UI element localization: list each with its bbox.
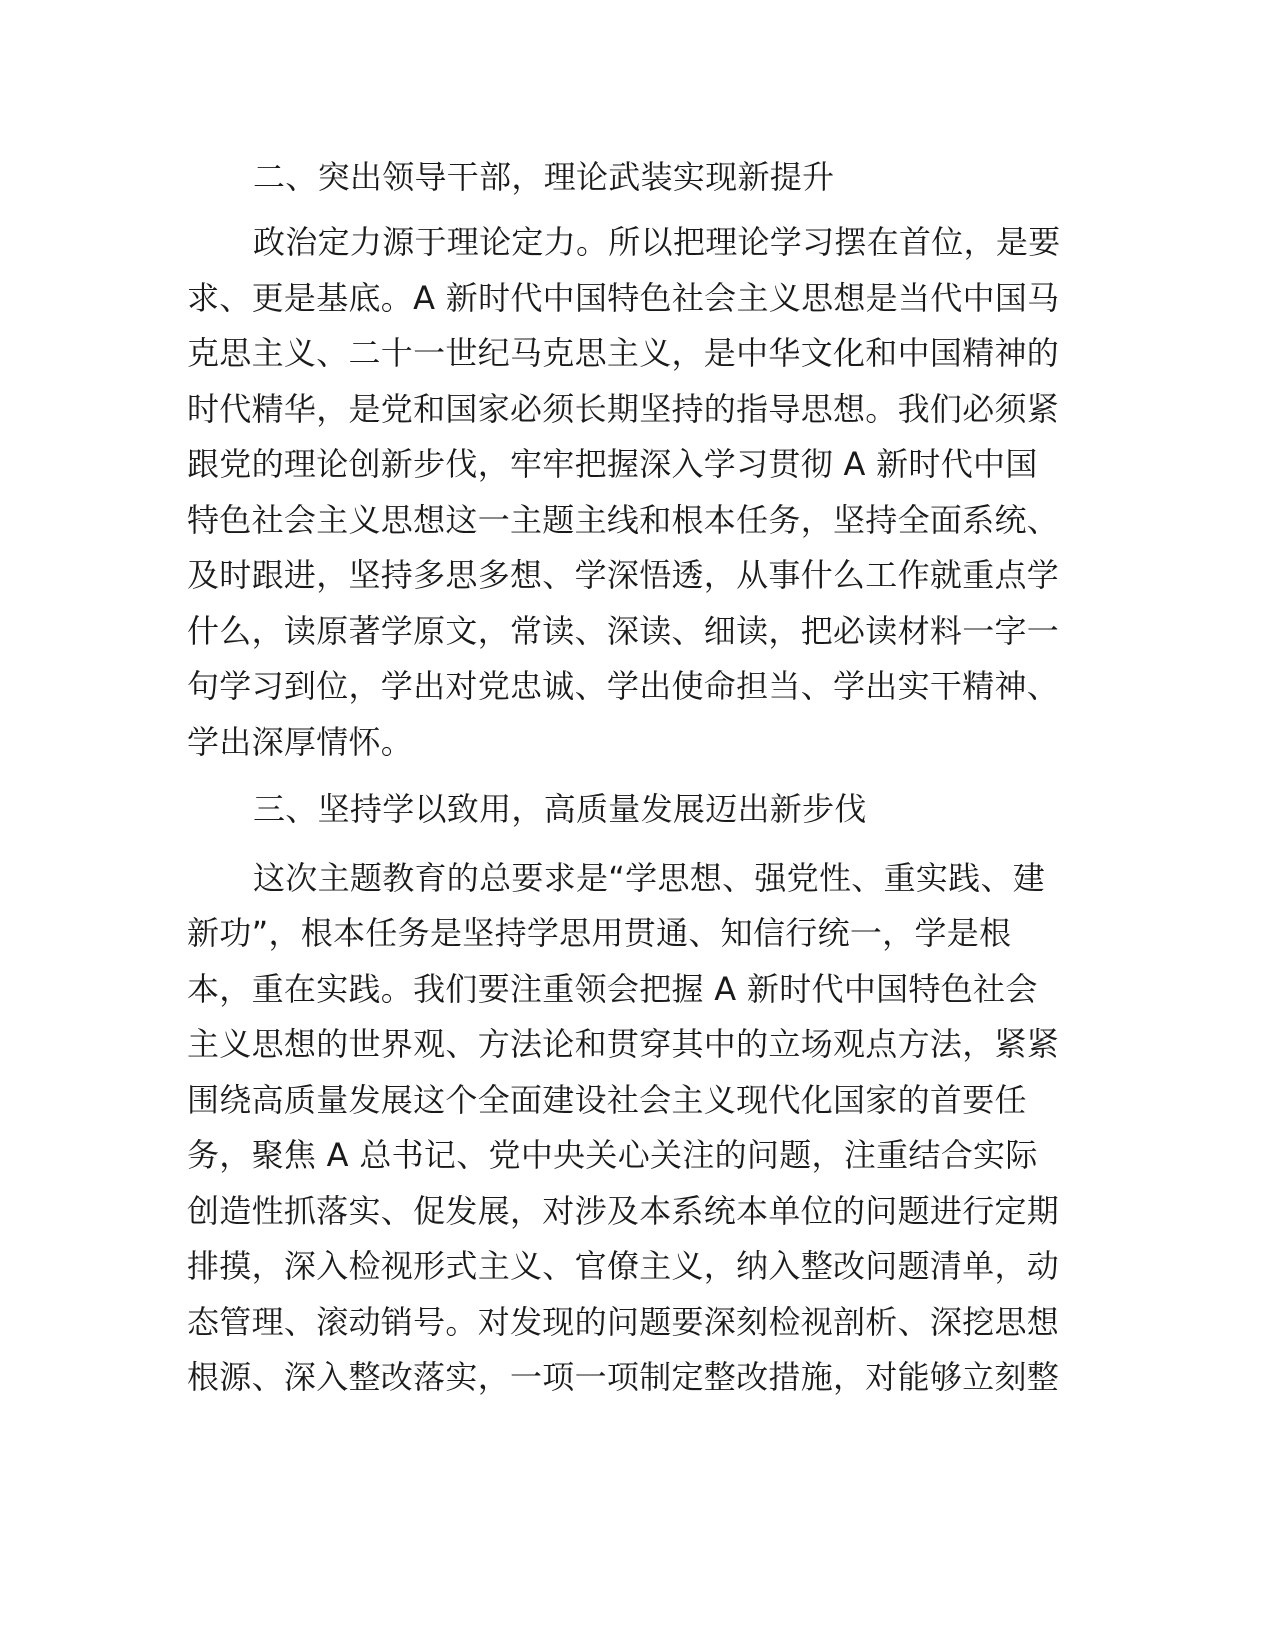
paragraph-line: 这次主题教育的总要求是“学思想、强党性、重实践、建 xyxy=(253,859,1046,897)
paragraph-line: 克思主义、二十一世纪马克思主义，是中华文化和中国精神的 xyxy=(187,334,1060,372)
paragraph-line: 学出深厚情怀。 xyxy=(187,723,414,761)
paragraph-line: 态管理、滚动销号。对发现的问题要深刻检视剖析、深挖思想 xyxy=(187,1303,1060,1341)
paragraph-line: 跟党的理论创新步伐，牢牢把握深入学习贯彻 A 新时代中国 xyxy=(187,445,1038,483)
paragraph-line: 排摸，深入检视形式主义、官僚主义，纳入整改问题清单，动 xyxy=(187,1247,1060,1285)
paragraph-line: 新功”，根本任务是坚持学思用贯通、知信行统一，学是根 xyxy=(187,914,1012,952)
paragraph-line: 创造性抓落实、促发展，对涉及本系统本单位的问题进行定期 xyxy=(187,1192,1060,1230)
paragraph-line: 句学习到位，学出对党忠诚、学出使命担当、学出实干精神、 xyxy=(187,667,1060,705)
section-heading-3: 三、坚持学以致用，高质量发展迈出新步伐 xyxy=(253,790,867,828)
section-heading-2: 二、突出领导干部，理论武装实现新提升 xyxy=(253,158,835,196)
paragraph-line: 政治定力源于理论定力。所以把理论学习摆在首位，是要 xyxy=(253,223,1061,261)
paragraph-line: 务，聚焦 A 总书记、党中央关心关注的问题，注重结合实际 xyxy=(187,1136,1038,1174)
paragraph-line: 什么，读原著学原文，常读、深读、细读，把必读材料一字一 xyxy=(187,612,1060,650)
paragraph-line: 根源、深入整改落实，一项一项制定整改措施，对能够立刻整 xyxy=(187,1358,1060,1396)
paragraph-line: 时代精华，是党和国家必须长期坚持的指导思想。我们必须紧 xyxy=(187,390,1060,428)
paragraph-line: 求、更是基底。A 新时代中国特色社会主义思想是当代中国马 xyxy=(187,279,1060,317)
paragraph-line: 特色社会主义思想这一主题主线和根本任务，坚持全面系统、 xyxy=(187,501,1060,539)
paragraph-line: 本，重在实践。我们要注重领会把握 A 新时代中国特色社会 xyxy=(187,970,1038,1008)
paragraph-line: 主义思想的世界观、方法论和贯穿其中的立场观点方法，紧紧 xyxy=(187,1025,1060,1063)
paragraph-line: 及时跟进，坚持多思多想、学深悟透，从事什么工作就重点学 xyxy=(187,556,1060,594)
paragraph-line: 围绕高质量发展这个全面建设社会主义现代化国家的首要任 xyxy=(187,1081,1027,1119)
